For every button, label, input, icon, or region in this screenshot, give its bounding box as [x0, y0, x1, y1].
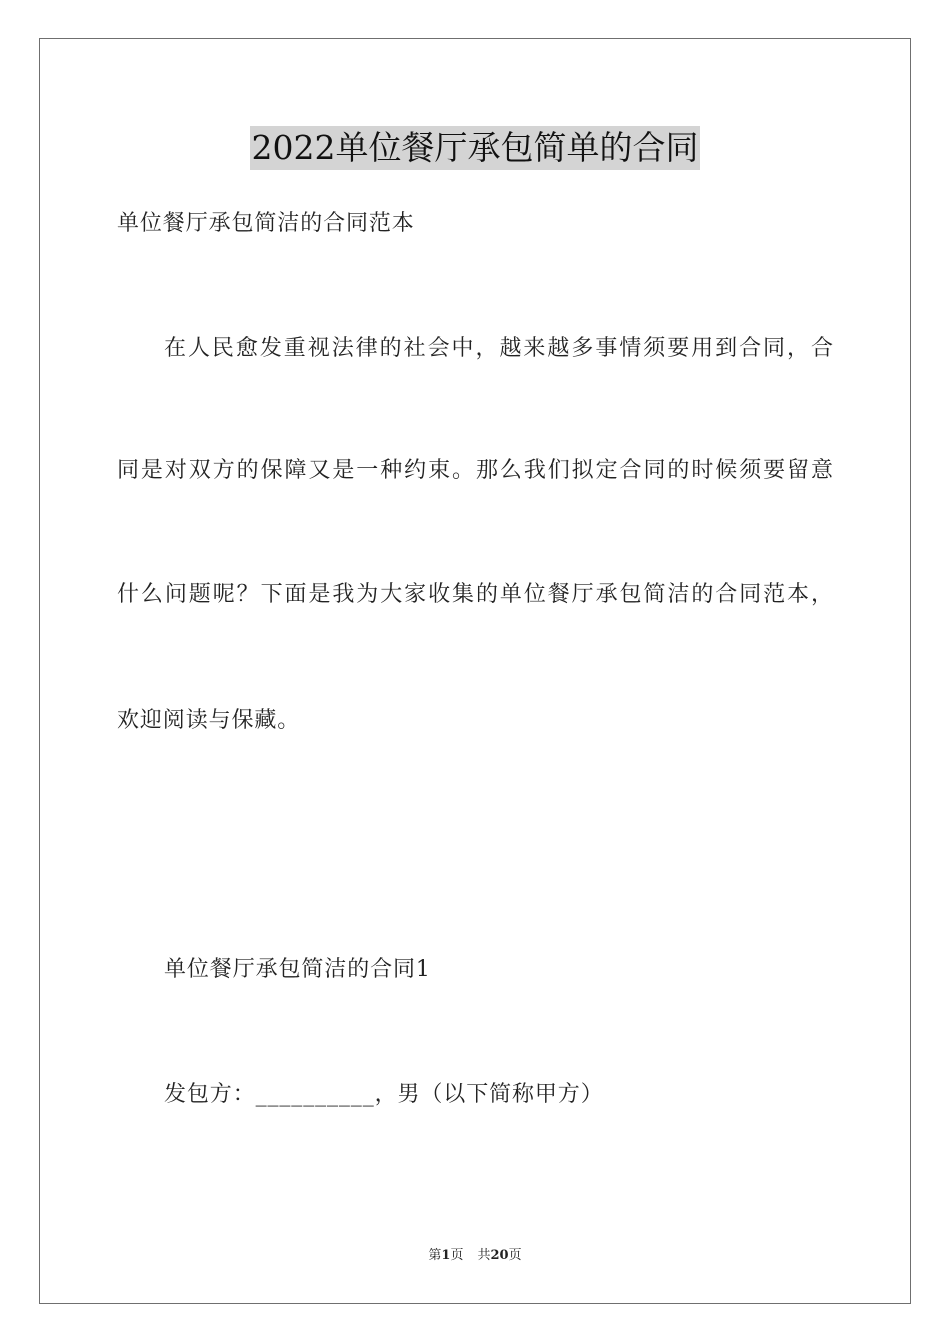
- footer-page-number: 1: [441, 1248, 451, 1263]
- contract-heading: 单位餐厅承包简洁的合同1: [164, 957, 431, 982]
- title-container: [0, 126, 950, 170]
- party-line: 发包方：__________，男（以下简称甲方）: [164, 1082, 604, 1107]
- intro-line-4: 欢迎阅读与保藏。: [117, 708, 301, 733]
- page-footer: [0, 1246, 950, 1266]
- intro-line-3: 什么问题呢？下面是我为大家收集的单位餐厅承包简洁的合同范本，: [117, 582, 833, 607]
- intro-line-2: 同是对双方的保障又是一种约束。那么我们拟定合同的时候须要留意: [117, 458, 833, 483]
- intro-line-1: 在人民愈发重视法律的社会中，越来越多事情须要用到合同，合: [164, 336, 833, 361]
- footer-page-suffix: 页: [450, 1248, 464, 1263]
- footer-page-prefix: 第: [428, 1248, 442, 1263]
- document-subtitle: 单位餐厅承包简洁的合同范本: [117, 211, 415, 236]
- footer-total-pages: 20: [490, 1248, 509, 1263]
- footer-total-suffix: 页: [508, 1248, 522, 1263]
- footer-total-prefix: 共: [477, 1248, 491, 1263]
- document-title: 2022单位餐厅承包简单的合同: [250, 126, 701, 170]
